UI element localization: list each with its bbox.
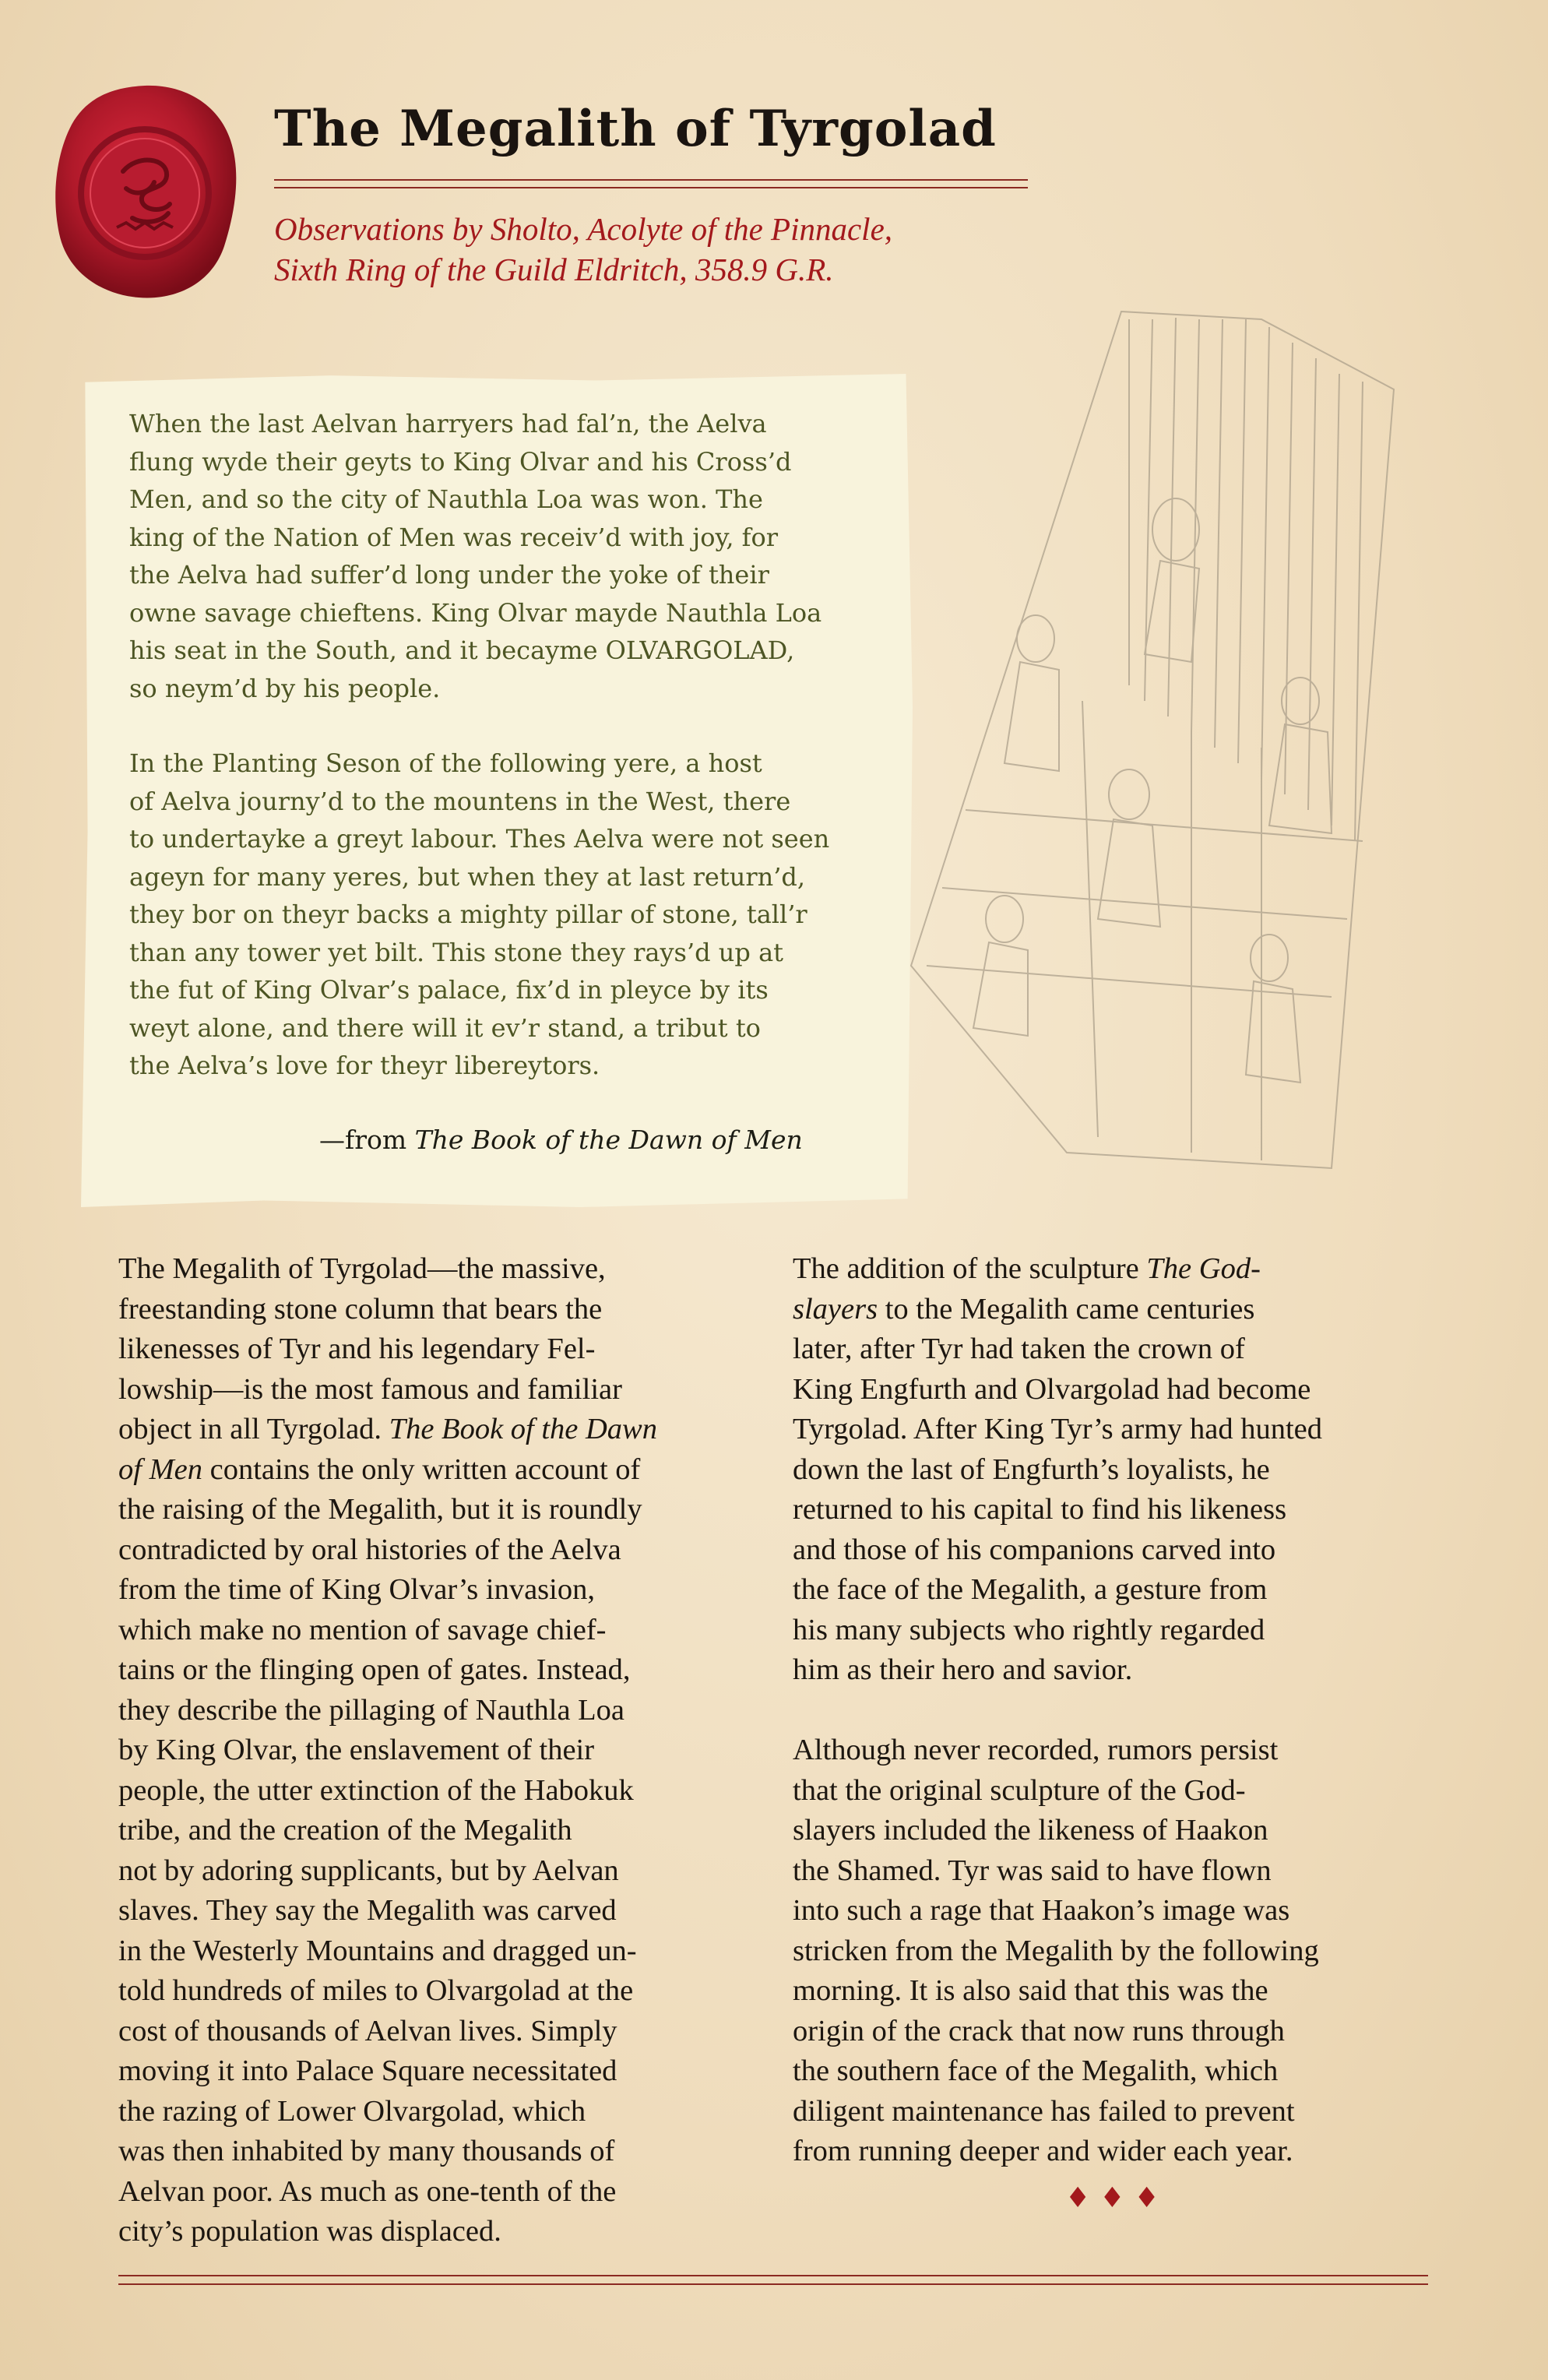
body-line: morning. It is also said that this was the: [793, 1974, 1268, 2007]
body-line: slayers included the likeness of Haakon: [793, 1814, 1268, 1847]
body-line: his many subjects who rightly regarded: [793, 1613, 1265, 1646]
quote-line: the Aelva’s love for theyr libereytors.: [129, 1051, 600, 1080]
quote-line: to undertayke a greyt labour. Thes Aelva were not seen: [129, 824, 830, 854]
attribution-source: The Book of the Dawn of Men: [414, 1125, 803, 1155]
quote-line: of Aelva journy’d to the mountens in the West, there: [129, 786, 791, 816]
footer-rule: [118, 2275, 1428, 2276]
end-mark-diamonds: ♦♦♦: [1065, 2182, 1169, 2214]
quote-paragraph: [129, 745, 900, 1085]
title-rule: [274, 179, 1028, 181]
book-title-italic: The Book of the Dawn: [389, 1413, 657, 1445]
body-line: [793, 1290, 1447, 1330]
body-text: to the Megalith came centuries: [885, 1292, 1255, 1326]
body-line: the southern face of the Megalith, which: [793, 2054, 1279, 2087]
subtitle-line: Observations by Sholto, Acolyte of the Pinnacle,: [274, 211, 893, 247]
body-line: Aelvan poor. As much as one-tenth of the: [118, 2174, 617, 2208]
quote-line: the fut of King Olvar’s palace, fix’d in pleyce by its: [129, 975, 769, 1005]
body-line: from the time of King Olvar’s invasion,: [118, 1573, 595, 1606]
body-line: told hundreds of miles to Olvargolad at the: [118, 1974, 634, 2007]
body-line: returned to his capital to find his likeness: [793, 1493, 1287, 1526]
sculpture-title-italic: slayers: [793, 1292, 878, 1326]
paragraph-gap: [793, 1691, 1447, 1731]
footer-rule-double: [118, 2283, 1428, 2285]
quote-line: the Aelva had suffer’d long under the yoke of their: [129, 560, 769, 590]
body-line: by King Olvar, the enslavement of their: [118, 1734, 595, 1766]
attribution-prefix: —from: [319, 1125, 415, 1155]
body-line: in the Westerly Mountains and dragged un-: [118, 1934, 637, 1967]
body-line: likenesses of Tyr and his legendary Fel-: [118, 1333, 596, 1365]
wax-seal-icon: [51, 79, 238, 304]
body-line: the razing of Lower Olvargolad, which: [118, 2094, 586, 2128]
sculpture-title-italic: The God-: [1146, 1252, 1261, 1285]
body-line: the raising of the Megalith, but it is roundly: [118, 1493, 642, 1526]
body-line: down the last of Engfurth’s loyalists, he: [793, 1452, 1270, 1486]
quote-line: than any tower yet bilt. This stone they rays’d up at: [129, 937, 783, 967]
subtitle: [274, 209, 1053, 290]
body-line: lowship—is the most famous and familiar: [118, 1372, 622, 1406]
body-line: [793, 1249, 1447, 1290]
body-line: origin of the crack that now runs through: [793, 2014, 1285, 2047]
quote-line: owne savage chieftens. King Olvar mayde Nauthla Loa: [129, 597, 822, 628]
book-title-italic: of Men: [118, 1452, 202, 1486]
body-line: The Megalith of Tyrgolad—the massive,: [118, 1252, 606, 1285]
body-line: was then inhabited by many thousands of: [118, 2135, 615, 2167]
body-text: object in all Tyrgolad.: [118, 1413, 382, 1445]
quote-text: [129, 405, 900, 1122]
subtitle-line: Sixth Ring of the Guild Eldritch, 358.9 G.R.: [274, 252, 834, 287]
body-line: that the original sculpture of the God-: [793, 1773, 1246, 1807]
quote-line: In the Planting Seson of the following yere, a host: [129, 748, 762, 778]
body-line: contradicted by oral histories of the Aelva: [118, 1533, 621, 1566]
quote-line: When the last Aelvan harryers had fal’n, the Aelva: [129, 409, 767, 438]
body-line: the face of the Megalith, a gesture from: [793, 1573, 1268, 1606]
quote-line: king of the Nation of Men was receiv’d with joy, for: [129, 522, 779, 552]
quote-line: his seat in the South, and it becayme OLVARGOLAD,: [129, 635, 795, 665]
body-line: city’s population was displaced.: [118, 2215, 501, 2248]
title-rule-double: [274, 187, 1028, 188]
body-line: freestanding stone column that bears the: [118, 1292, 603, 1326]
body-line: slaves. They say the Megalith was carved: [118, 1894, 617, 1927]
body-line: into such a rage that Haakon’s image was: [793, 1894, 1290, 1927]
body-line: [118, 1410, 757, 1450]
body-text: The addition of the sculpture: [793, 1252, 1139, 1285]
megalith-sketch-icon: [895, 296, 1425, 1184]
body-column-right: [793, 1249, 1447, 2172]
body-line: [118, 1450, 757, 1491]
body-line: people, the utter extinction of the Habokuk: [118, 1773, 634, 1807]
body-line: and those of his companions carved into: [793, 1533, 1276, 1566]
body-line: tains or the flinging open of gates. Instead,: [118, 1653, 631, 1686]
quote-line: they bor on theyr backs a mighty pillar of stone, tall’r: [129, 900, 807, 929]
body-line: King Engfurth and Olvargolad had become: [793, 1372, 1311, 1406]
quote-line: flung wyde their geyts to King Olvar and his Cross’d: [129, 446, 792, 477]
body-line: not by adoring supplicants, but by Aelvan: [118, 1854, 619, 1887]
body-line: from running deeper and wider each year.: [793, 2135, 1293, 2167]
body-line: him as their hero and savior.: [793, 1653, 1133, 1686]
body-text: contains the only written account of: [209, 1452, 641, 1486]
body-line: the Shamed. Tyr was said to have flown: [793, 1854, 1272, 1887]
body-line: stricken from the Megalith by the following: [793, 1934, 1319, 1967]
body-line: tribe, and the creation of the Megalith: [118, 1814, 572, 1847]
quote-line: weyt alone, and there will it ev’r stand, a tribut to: [129, 1012, 761, 1043]
body-line: Although never recorded, rumors persist: [793, 1734, 1279, 1766]
body-line: they describe the pillaging of Nauthla Loa: [118, 1693, 625, 1727]
quote-line: so neym’d by his people.: [129, 673, 441, 703]
body-line: later, after Tyr had taken the crown of: [793, 1333, 1245, 1365]
quote-attribution: [319, 1125, 803, 1155]
quote-paragraph: [129, 405, 900, 707]
body-column-left: [118, 1249, 757, 2252]
body-line: Tyrgolad. After King Tyr’s army had hunted: [793, 1413, 1323, 1445]
page-title: The Megalith of Tyrgolad: [274, 100, 997, 158]
body-line: cost of thousands of Aelvan lives. Simply: [118, 2014, 617, 2047]
body-line: diligent maintenance has failed to prevent: [793, 2094, 1295, 2128]
body-line: which make no mention of savage chief-: [118, 1613, 607, 1646]
quote-line: Men, and so the city of Nauthla Loa was won. The: [129, 484, 763, 514]
body-line: moving it into Palace Square necessitated: [118, 2054, 617, 2087]
quote-line: ageyn for many yeres, but when they at last return’d,: [129, 861, 806, 892]
